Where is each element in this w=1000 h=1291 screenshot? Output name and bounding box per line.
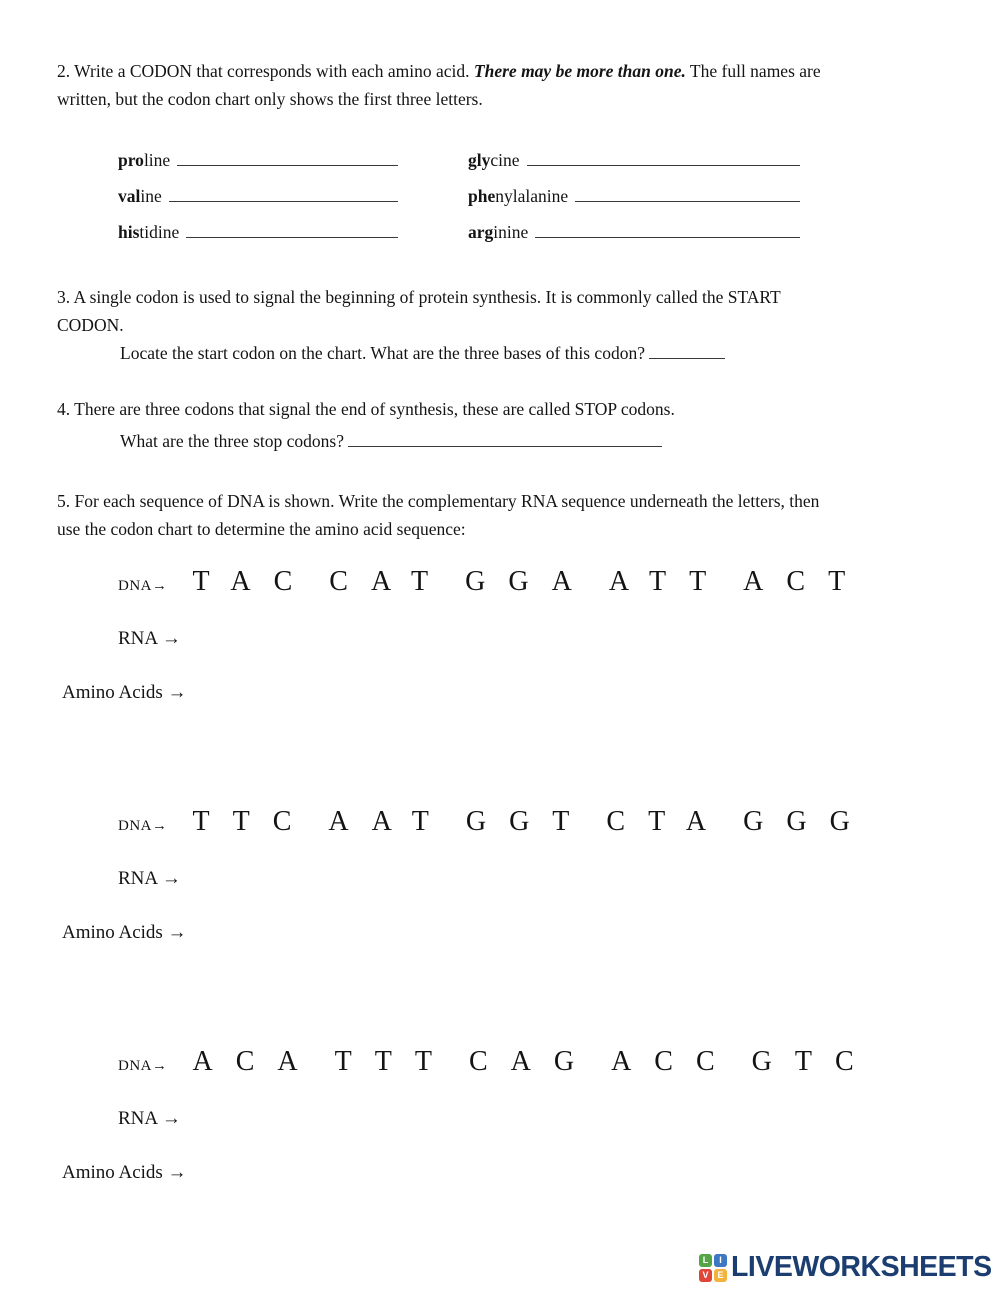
q3-line-2: CODON. (57, 315, 124, 335)
amino-acid-rest: ine (140, 186, 162, 206)
codon-group: ATT (608, 566, 730, 597)
q2-text-line2: written, but the codon chart only shows the first three letters. (57, 89, 483, 109)
q2-bold-italic: There may be more than one. (473, 61, 686, 81)
dna-sequence-letters (193, 805, 887, 839)
codon-group: CTA (606, 806, 730, 837)
codon-group: AAT (328, 806, 452, 837)
amino-acid-abbrev: his (118, 222, 140, 242)
amino-acids-row[interactable]: Amino Acids → (62, 1162, 187, 1183)
codon-group: TAC (192, 566, 316, 597)
logo-square-v: V (699, 1269, 712, 1282)
amino-acid-rest: tidine (139, 222, 180, 242)
amino-acid-item-arginine (468, 221, 800, 243)
start-codon-answer-blank[interactable] (649, 344, 725, 359)
amino-acid-item-histidine (118, 221, 398, 243)
amino-acid-label (118, 185, 162, 207)
codon-answer-blank-valine[interactable] (169, 187, 398, 202)
amino-acids-row[interactable]: Amino Acids → (62, 682, 187, 703)
q2-text-1: 2. Write a CODON that corresponds with each amino acid. (57, 61, 474, 81)
dna-label: DNA→ (118, 818, 168, 834)
question-3-prompt (120, 339, 980, 367)
logo-square-e: E (714, 1269, 727, 1282)
amino-acid-rest: cine (490, 150, 520, 170)
dna-sequence-letters (193, 1045, 891, 1079)
dna-row (118, 565, 882, 599)
q3-line-1: 3. A single codon is used to signal the beginning of protein synthesis. It is commonly called the START (57, 287, 781, 307)
dna-row (118, 805, 887, 839)
amino-acid-label (468, 221, 528, 243)
amino-acid-label (118, 221, 179, 243)
rna-row[interactable]: RNA → (118, 628, 181, 649)
question-3-statement (57, 283, 937, 339)
amino-acid-abbrev: arg (468, 222, 494, 242)
question-4-statement (57, 395, 937, 423)
logo-square-l: L (699, 1254, 712, 1267)
codon-answer-blank-proline[interactable] (177, 151, 398, 166)
codon-group: GGT (465, 806, 593, 837)
codon-group: CAG (468, 1046, 598, 1077)
codon-group: ACT (743, 566, 869, 597)
amino-acid-label (468, 185, 568, 207)
question-5-statement (57, 487, 937, 543)
sequence-block-3 (0, 1045, 1000, 1205)
codon-group: ACC (611, 1046, 738, 1077)
codon-group: TTC (192, 806, 315, 837)
codon-group: GGA (465, 566, 595, 597)
amino-acid-abbrev: pro (118, 150, 144, 170)
q5-line-1: 5. For each sequence of DNA is shown. Write the complementary RNA sequence underneath the letters, then (57, 491, 820, 511)
q4-line-1: 4. There are three codons that signal the end of synthesis, these are called STOP codons. (57, 399, 675, 419)
question-4-prompt (120, 427, 980, 455)
stop-codons-answer-blank[interactable] (348, 432, 662, 447)
amino-acid-abbrev: val (118, 186, 141, 206)
sequence-block-1 (0, 565, 1000, 725)
amino-acids-row[interactable]: Amino Acids → (62, 922, 187, 943)
q3-prompt-text: Locate the start codon on the chart. What are the three bases of this codon? (120, 343, 645, 363)
q4-prompt-text: What are the three stop codons? (120, 431, 345, 451)
logo-square-i: I (714, 1254, 727, 1267)
amino-acid-item-valine (118, 185, 398, 207)
amino-acid-item-proline (118, 149, 398, 171)
sequence-block-2 (0, 805, 1000, 965)
amino-acid-rest: nylalanine (495, 186, 569, 206)
amino-acid-abbrev: gly (468, 150, 491, 170)
codon-answer-blank-arginine[interactable] (535, 223, 800, 238)
codon-answer-blank-glycine[interactable] (527, 151, 800, 166)
amino-acid-rest: inine (493, 222, 529, 242)
rna-row[interactable]: RNA → (118, 1108, 181, 1129)
liveworksheets-logo[interactable] (699, 1251, 992, 1284)
q2-text-2: The full names are (685, 61, 821, 81)
amino-acid-abbrev: phe (468, 186, 496, 206)
codon-answer-blank-histidine[interactable] (186, 223, 398, 238)
dna-label: DNA→ (118, 1058, 168, 1074)
codon-group: CAT (329, 566, 452, 597)
codon-answer-blank-phenylalanine[interactable] (575, 187, 800, 202)
amino-acid-item-phenylalanine (468, 185, 800, 207)
codon-group: TTT (334, 1046, 455, 1077)
dna-label: DNA→ (118, 578, 168, 594)
question-2-statement (57, 57, 937, 113)
rna-row[interactable]: RNA → (118, 868, 181, 889)
codon-group: GTC (751, 1046, 877, 1077)
q5-line-2: use the codon chart to determine the amino acid sequence: (57, 519, 466, 539)
amino-acid-item-glycine (468, 149, 800, 171)
codon-group: GGG (743, 806, 873, 837)
liveworksheets-wordmark: LIVEWORKSHEETS (731, 1251, 992, 1283)
amino-acid-list (118, 149, 800, 243)
dna-sequence-letters (193, 565, 883, 599)
amino-acid-label (118, 149, 170, 171)
dna-row (118, 1045, 891, 1079)
liveworksheets-icon (699, 1254, 727, 1282)
amino-acid-rest: line (143, 150, 171, 170)
amino-acid-label (468, 149, 520, 171)
codon-group: ACA (192, 1046, 321, 1077)
